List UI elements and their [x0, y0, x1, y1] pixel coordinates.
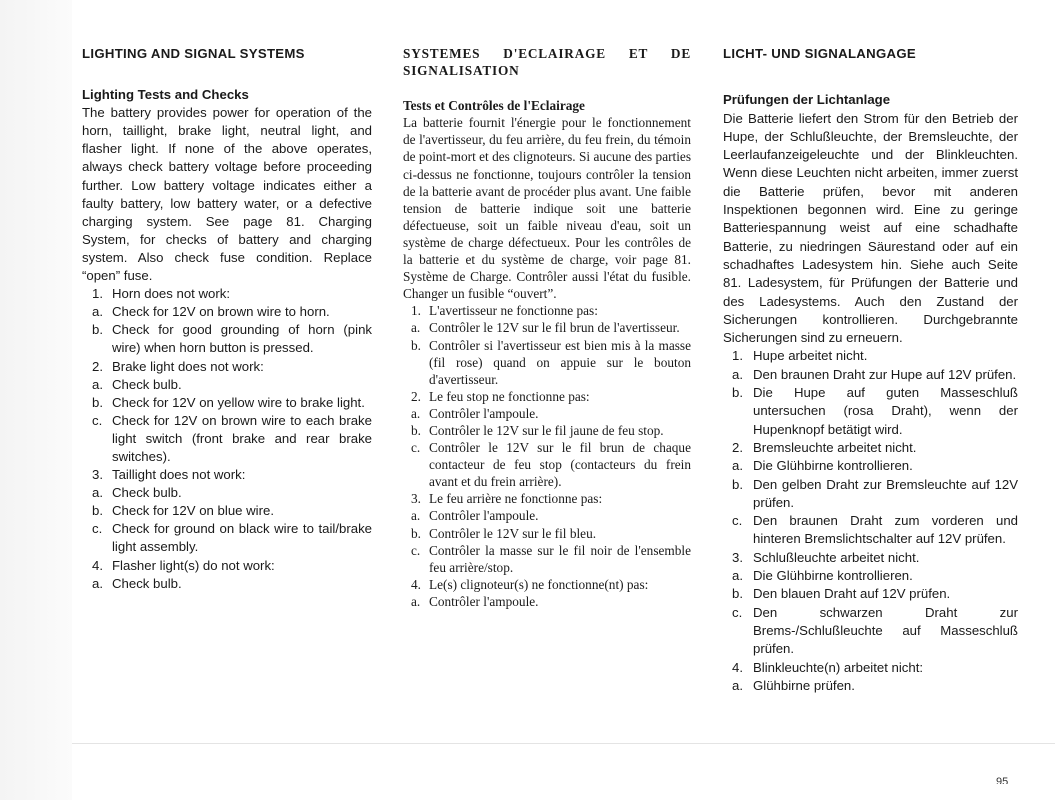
checklist-item — [82, 358, 372, 376]
item-text: Den braunen Draht zum vorderen und hinteren Bremslichtschalter auf 12V prüfen. — [753, 513, 1018, 547]
item-text: Contrôler le 12V sur le fil brun de chaque contacteur de feu stop (contacteurs du frein avant et du frein arrière). — [429, 440, 691, 490]
item-text: Contrôler le 12V sur le fil bleu. — [429, 525, 597, 541]
item-text: Den schwarzen Draht zur Brems-/Schlußleuchte auf Masseschluß prüfen. — [753, 604, 1018, 657]
german-subheading: Prüfungen der Lichtanlage — [723, 92, 891, 108]
item-label: 4. — [732, 659, 743, 675]
item-text: Den gelben Draht zur Bremsleuchte auf 12V prüfen. — [753, 476, 1018, 510]
checklist-item — [403, 593, 691, 610]
checklist-item — [82, 321, 372, 357]
checklist-item — [723, 677, 1018, 695]
checklist-item — [82, 376, 372, 394]
checklist-item — [723, 476, 1018, 513]
french-checklist — [403, 302, 691, 610]
checklist-item — [82, 285, 372, 303]
item-text: L'avertisseur ne fonctionne pas: — [429, 303, 598, 319]
item-label: c. — [411, 542, 421, 558]
checklist-item — [403, 507, 691, 524]
item-text: Glühbirne prüfen. — [753, 677, 855, 693]
item-text: Check for good grounding of horn (pink wire) when horn button is pressed. — [112, 322, 372, 356]
french-intro: La batterie fournit l'énergie pour le fonctionnement de l'avertisseur, du feu arrière, du feu frein, du témoin de point-mort et des clignoteurs. Si aucune des parties ci-dessus ne fonctionne, toujours contrôler la tension de la batterie avant de procéder plus avant. Une faible tension de batterie indique soit une batterie défectueuse, soit un faible niveau d'eau, soit un système de charge défectueux. Pour les contrôles de la batterie et du système de charge, voir page 81. Système de Charge. Contrôler aussi l'état du fusible. Changer un fusible “ouvert”. — [403, 115, 691, 302]
checklist-item — [723, 585, 1018, 603]
checklist-item — [82, 502, 372, 520]
item-label: a. — [92, 304, 103, 320]
item-text: Check for 12V on brown wire to horn. — [112, 304, 330, 320]
item-text: Contrôler le 12V sur le fil brun de l'avertisseur. — [429, 320, 680, 336]
item-text: Contrôler l'ampoule. — [429, 508, 539, 524]
english-heading: LIGHTING AND SIGNAL SYSTEMS — [82, 46, 305, 61]
item-text: Contrôler si l'avertisseur est bien mis à la masse (fil rose) quand on appuie sur le bouton d'avertisseur. — [429, 337, 691, 387]
item-label: a. — [92, 376, 103, 392]
checklist-item — [723, 457, 1018, 475]
item-text: Den blauen Draht auf 12V prüfen. — [753, 586, 951, 602]
item-text: Check for 12V on yellow wire to brake light. — [112, 394, 365, 410]
item-text: Check for 12V on blue wire. — [112, 503, 274, 519]
item-label: c. — [732, 604, 743, 620]
checklist-item — [403, 576, 691, 593]
checklist-item — [82, 575, 372, 593]
checklist-item — [403, 337, 691, 388]
item-label: a. — [411, 508, 421, 524]
item-label: a. — [411, 405, 421, 421]
item-label: b. — [732, 586, 743, 602]
checklist-item — [403, 302, 691, 319]
item-text: Check bulb. — [112, 575, 182, 591]
item-label: 2. — [411, 388, 421, 404]
item-label: 1. — [92, 286, 103, 302]
item-text: Check bulb. — [112, 376, 182, 392]
item-text: Contrôler l'ampoule. — [429, 405, 539, 421]
item-label: b. — [732, 476, 743, 492]
item-text: Den braunen Draht zur Hupe auf 12V prüfen. — [753, 366, 1017, 382]
checklist-item — [82, 412, 372, 466]
checklist-item — [403, 542, 691, 576]
item-label: a. — [92, 485, 103, 501]
item-text: Le feu arrière ne fonctionne pas: — [429, 491, 603, 507]
checklist-item — [403, 525, 691, 542]
item-text: Contrôler la masse sur le fil noir de l'ensemble feu arrière/stop. — [429, 542, 691, 575]
item-text: Taillight does not work: — [112, 467, 246, 483]
scan-edge-bottom — [72, 743, 1055, 744]
english-checklist — [82, 285, 372, 593]
item-text: Die Glühbirne kontrollieren. — [753, 458, 913, 474]
item-label: 1. — [732, 348, 743, 364]
page-number: 95 — [996, 776, 1009, 784]
checklist-item — [82, 394, 372, 412]
item-label: 2. — [92, 358, 103, 374]
item-label: a. — [732, 458, 743, 474]
checklist-item — [403, 439, 691, 490]
item-text: Die Glühbirne kontrollieren. — [753, 568, 913, 584]
item-label: b. — [732, 385, 743, 401]
item-label: a. — [92, 575, 103, 591]
item-label: b. — [411, 337, 421, 353]
german-checklist — [723, 347, 1018, 695]
item-label: c. — [732, 513, 743, 529]
checklist-item — [403, 405, 691, 422]
french-heading: SYSTEMES D'ECLAIRAGE ET DE SIGNALISATION — [403, 46, 691, 79]
item-label: b. — [411, 525, 421, 541]
scan-margin-left — [0, 0, 72, 800]
item-label: 3. — [411, 491, 421, 507]
item-text: Blinkleuchte(n) arbeitet nicht: — [753, 659, 924, 675]
checklist-item — [723, 549, 1018, 567]
item-label: a. — [411, 320, 421, 336]
item-label: c. — [92, 412, 103, 428]
checklist-item — [723, 604, 1018, 659]
item-label: 4. — [411, 576, 421, 592]
checklist-item — [82, 557, 372, 575]
item-label: 4. — [92, 557, 103, 573]
item-text: Bremsleuchte arbeitet nicht. — [753, 439, 917, 455]
english-column — [82, 45, 372, 593]
checklist-item — [82, 303, 372, 321]
item-text: Check for 12V on brown wire to each brake light switch (front brake and rear brake switches). — [112, 412, 372, 464]
german-intro: Die Batterie liefert den Strom für den Betrieb der Hupe, der Schlußleuchte, der Bremsleuchte, der Leerlaufanzeigeleuchte und der Blinkleuchten. Wenn diese Leuchten nicht arbeiten, immer zuerst die Batterie prüfen, bevor mit anderen Inspektionen begonnen wird. Eine zu geringe Batteriespannung weist auf eine schadhafte Batterie, zu niedringen Säurestand oder auf ein schadhaftes Ladesystem hin. Siehe auch Seite 81. Ladesystem, für Prüfungen der Batterie und des Ladesystems. Auch den Zustand der Sicherungen kontrollieren. Durchgebrannte Sicherungen sind zu erneuern. — [723, 110, 1018, 346]
item-label: c. — [92, 521, 103, 537]
item-text: Hupe arbeitet nicht. — [753, 348, 868, 364]
checklist-item — [723, 659, 1018, 677]
item-label: 1. — [411, 303, 421, 319]
item-label: b. — [411, 422, 421, 438]
item-text: Contrôler l'ampoule. — [429, 593, 539, 609]
english-intro: The battery provides power for operation of the horn, taillight, brake light, neutral light, and flasher light. If none of the above operates, always check battery voltage before proceeding further. Low battery voltage indicates either a faulty battery, low battery water, or a defective charging system. See page 81. Charging System, for checks of battery and charging system. Also check fuse condition. Replace “open” fuse. — [82, 105, 372, 284]
checklist-item — [403, 388, 691, 405]
checklist-item — [82, 466, 372, 484]
item-text: Le feu stop ne fonctionne pas: — [429, 388, 590, 404]
item-label: a. — [732, 568, 743, 584]
english-subheading: Lighting Tests and Checks — [82, 87, 249, 103]
checklist-item — [723, 347, 1018, 365]
item-text: Horn does not work: — [112, 286, 231, 302]
german-heading: LICHT- UND SIGNALANGAGE — [723, 46, 916, 61]
item-text: Flasher light(s) do not work: — [112, 557, 275, 573]
item-label: b. — [92, 394, 103, 410]
checklist-item — [723, 366, 1018, 384]
item-label: a. — [411, 593, 421, 609]
checklist-item — [82, 520, 372, 556]
item-label: 2. — [732, 439, 743, 455]
checklist-item — [723, 512, 1018, 549]
item-label: 3. — [732, 549, 743, 565]
french-subheading: Tests et Contrôles de l'Eclairage — [403, 98, 585, 114]
item-label: a. — [732, 366, 743, 382]
item-text: Die Hupe auf guten Masseschluß untersuchen (rosa Draht), wenn der Hupenknopf betätigt wird. — [753, 385, 1018, 437]
item-label: a. — [732, 677, 743, 693]
item-text: Brake light does not work: — [112, 358, 264, 374]
item-text: Le(s) clignoteur(s) ne fonctionne(nt) pas: — [429, 576, 649, 592]
checklist-item — [723, 567, 1018, 585]
french-column — [403, 45, 691, 610]
checklist-item — [403, 490, 691, 507]
item-text: Schlußleuchte arbeitet nicht. — [753, 549, 920, 565]
item-label: 3. — [92, 467, 103, 483]
item-label: b. — [92, 503, 103, 519]
checklist-item — [403, 422, 691, 439]
checklist-item — [723, 384, 1018, 439]
item-text: Contrôler le 12V sur le fil jaune de feu stop. — [429, 422, 664, 438]
german-column — [723, 45, 1018, 695]
checklist-item — [723, 439, 1018, 457]
item-text: Check for ground on black wire to tail/brake light assembly. — [112, 521, 372, 555]
item-label: b. — [92, 322, 103, 338]
item-label: c. — [411, 440, 421, 456]
checklist-item — [82, 484, 372, 502]
checklist-item — [403, 319, 691, 336]
item-text: Check bulb. — [112, 485, 182, 501]
